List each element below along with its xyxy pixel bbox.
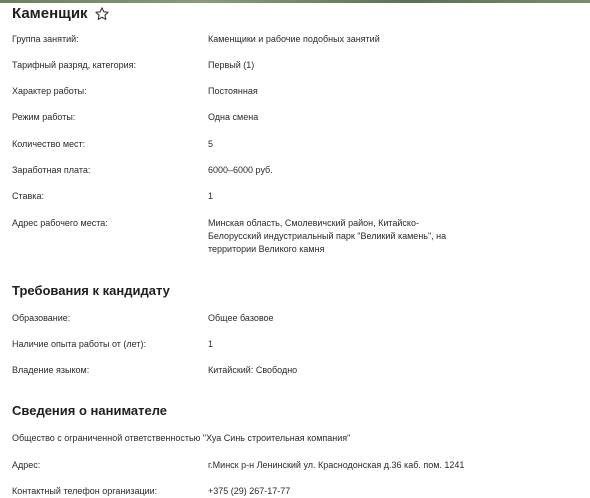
employer-section-title: Сведения о нанимателе bbox=[12, 403, 168, 418]
requirement-value: 1 bbox=[208, 339, 214, 349]
employer-label: Адрес: bbox=[12, 460, 41, 470]
detail-label: Количество мест: bbox=[12, 139, 86, 149]
detail-value: Минская область, Смолевичский район, Китайско-Белорусский индустриальный парк "Великий камень", на территории Великого камня bbox=[208, 218, 447, 254]
favorite-star-icon[interactable] bbox=[94, 6, 110, 22]
detail-value: Постоянная bbox=[208, 86, 258, 96]
detail-value: 1 bbox=[208, 191, 214, 201]
detail-value: Первый (1) bbox=[208, 60, 255, 70]
detail-value: Одна смена bbox=[208, 112, 259, 122]
detail-value: Каменщики и рабочие подобных занятий bbox=[208, 34, 380, 44]
detail-label: Заработная плата: bbox=[12, 165, 91, 175]
requirements-section-title: Требования к кандидату bbox=[12, 283, 170, 298]
detail-label: Характер работы: bbox=[12, 86, 87, 96]
employer-phone-value: +375 (29) 267-17-77 bbox=[208, 486, 291, 496]
vacancy-title: Каменщик bbox=[12, 5, 88, 22]
vacancy-title-row bbox=[12, 4, 110, 24]
detail-label: Режим работы: bbox=[12, 112, 76, 122]
employer-value: г.Минск р-н Ленинский ул. Краснодонская д.36 каб. пом. 1241 bbox=[208, 460, 465, 470]
requirement-value: Китайский: Свободно bbox=[208, 365, 298, 375]
requirement-value: Общее базовое bbox=[208, 313, 274, 323]
detail-label: Тарифный разряд, категория: bbox=[12, 60, 137, 70]
employer-label: Контактный телефон организации: bbox=[12, 486, 158, 496]
requirement-label: Образование: bbox=[12, 313, 71, 323]
detail-label: Группа занятий: bbox=[12, 34, 79, 44]
requirement-label: Наличие опыта работы от (лет): bbox=[12, 339, 146, 349]
detail-label: Ставка: bbox=[12, 191, 44, 201]
detail-value: 6000–6000 руб. bbox=[208, 165, 273, 175]
detail-value: 5 bbox=[208, 139, 214, 149]
detail-label: Адрес рабочего места: bbox=[12, 218, 108, 228]
top-banner-strip bbox=[0, 0, 590, 3]
requirement-label: Владение языком: bbox=[12, 365, 90, 375]
employer-name: Общество с ограниченной ответственностью "Хуа Синь строительная компания" bbox=[12, 433, 351, 443]
